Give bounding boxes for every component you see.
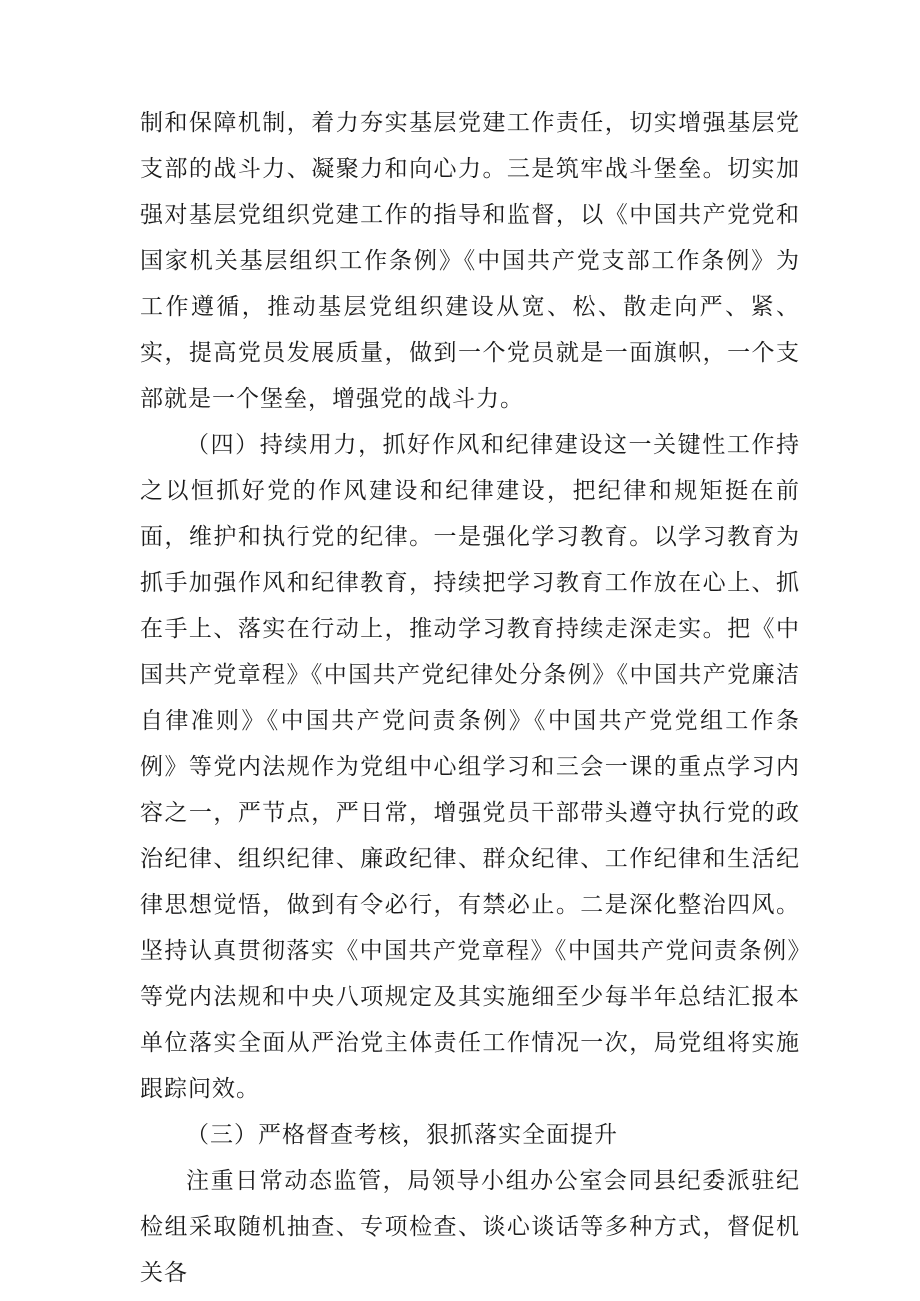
paragraph-section-four: （四）持续用力，抓好作风和纪律建设这一关键性工作持之以恒抓好党的作风建设和纪律建设，把纪律和规矩挺在前面，维护和执行党的纪律。一是强化学习教育。以学习教育为抓手加强作风和纪律教育，持续把学习教育工作放在心上、抓在手上、落实在行动上，推动学习教育持续走深走实。把《中国共产党章程》《中国共产党纪律处分条例》《中国共产党廉洁自律准则》《中国共产党问责条例》《中国共产党党组工作条例》等党内法规作为党组中心组学习和三会一课的重点学习内容之一，严节点，严日常，增强党员干部带头遵守执行党的政治纪律、组织纪律、廉政纪律、群众纪律、工作纪律和生活纪律思想觉悟，做到有令必行，有禁必止。二是深化整治四风。坚持认真贯彻落实《中国共产党章程》《中国共产党问责条例》等党内法规和中央八项规定及其实施细至少每半年总结汇报本单位落实全面从严治党主体责任工作情况一次，局党组将实施跟踪问效。 <box>140 432 800 1102</box>
document-body <box>140 100 800 1296</box>
paragraph-supervision: 注重日常动态监管，局领导小组办公室会同县纪委派驻纪检组采取随机抽查、专项检查、谈心谈话等多种方式，督促机关各 <box>140 1168 800 1286</box>
section-heading-three: （三）严格督查考核，狠抓落实全面提升 <box>186 1122 618 1148</box>
paragraph-continuation: 制和保障机制，着力夯实基层党建工作责任，切实增强基层党支部的战斗力、凝聚力和向心力。三是筑牢战斗堡垒。切实加强对基层党组织党建工作的指导和监督，以《中国共产党党和国家机关基层组织工作条例》《中国共产党支部工作条例》为工作遵循，推动基层党组织建设从宽、松、散走向严、紧、实，提高党员发展质量，做到一个党员就是一面旗帜，一个支部就是一个堡垒，增强党的战斗力。 <box>140 110 800 412</box>
